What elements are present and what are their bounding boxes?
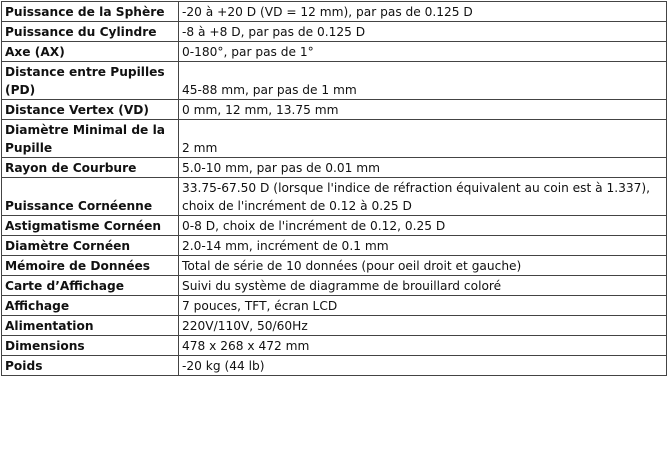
table-row bbox=[2, 336, 667, 356]
table-row bbox=[2, 120, 667, 158]
specifications-table bbox=[1, 1, 667, 376]
spec-value: 0-8 D, choix de l'incrément de 0.12, 0.25 D bbox=[179, 216, 667, 236]
table-row bbox=[2, 296, 667, 316]
spec-label: Axe (AX) bbox=[2, 42, 179, 62]
table-row bbox=[2, 2, 667, 22]
specifications-table-body bbox=[2, 2, 667, 376]
table-row bbox=[2, 356, 667, 376]
spec-value: -8 à +8 D, par pas de 0.125 D bbox=[179, 22, 667, 42]
spec-label: Alimentation bbox=[2, 316, 179, 336]
spec-label: Affichage bbox=[2, 296, 179, 316]
table-row bbox=[2, 158, 667, 178]
spec-label: Mémoire de Données bbox=[2, 256, 179, 276]
spec-label: Diamètre Cornéen bbox=[2, 236, 179, 256]
table-row bbox=[2, 100, 667, 120]
spec-value: 2.0-14 mm, incrément de 0.1 mm bbox=[179, 236, 667, 256]
spec-label: Diamètre Minimal de la Pupille bbox=[2, 120, 179, 158]
table-row bbox=[2, 216, 667, 236]
spec-value: 220V/110V, 50/60Hz bbox=[179, 316, 667, 336]
spec-value: 33.75-67.50 D (lorsque l'indice de réfraction équivalent au coin est à 1.337), choix de l'incrément de 0.12 à 0.25 D bbox=[179, 178, 667, 216]
spec-value: 0-180°, par pas de 1° bbox=[179, 42, 667, 62]
spec-value: Suivi du système de diagramme de brouillard coloré bbox=[179, 276, 667, 296]
table-row bbox=[2, 62, 667, 100]
table-row bbox=[2, 276, 667, 296]
spec-label: Puissance de la Sphère bbox=[2, 2, 179, 22]
table-row bbox=[2, 22, 667, 42]
spec-value: 0 mm, 12 mm, 13.75 mm bbox=[179, 100, 667, 120]
spec-label: Puissance Cornéenne bbox=[2, 178, 179, 216]
spec-value: -20 à +20 D (VD = 12 mm), par pas de 0.125 D bbox=[179, 2, 667, 22]
spec-label: Carte d’Affichage bbox=[2, 276, 179, 296]
spec-value: 7 pouces, TFT, écran LCD bbox=[179, 296, 667, 316]
spec-label: Poids bbox=[2, 356, 179, 376]
spec-value: 5.0-10 mm, par pas de 0.01 mm bbox=[179, 158, 667, 178]
spec-value: 45-88 mm, par pas de 1 mm bbox=[179, 62, 667, 100]
table-row bbox=[2, 236, 667, 256]
spec-label: Dimensions bbox=[2, 336, 179, 356]
spec-label: Distance entre Pupilles (PD) bbox=[2, 62, 179, 100]
spec-label: Distance Vertex (VD) bbox=[2, 100, 179, 120]
table-row bbox=[2, 316, 667, 336]
table-row bbox=[2, 42, 667, 62]
table-row bbox=[2, 256, 667, 276]
spec-value: 2 mm bbox=[179, 120, 667, 158]
spec-value: 478 x 268 x 472 mm bbox=[179, 336, 667, 356]
spec-value: -20 kg (44 lb) bbox=[179, 356, 667, 376]
spec-label: Rayon de Courbure bbox=[2, 158, 179, 178]
spec-label: Astigmatisme Cornéen bbox=[2, 216, 179, 236]
table-row bbox=[2, 178, 667, 216]
spec-label: Puissance du Cylindre bbox=[2, 22, 179, 42]
spec-value: Total de série de 10 données (pour oeil droit et gauche) bbox=[179, 256, 667, 276]
